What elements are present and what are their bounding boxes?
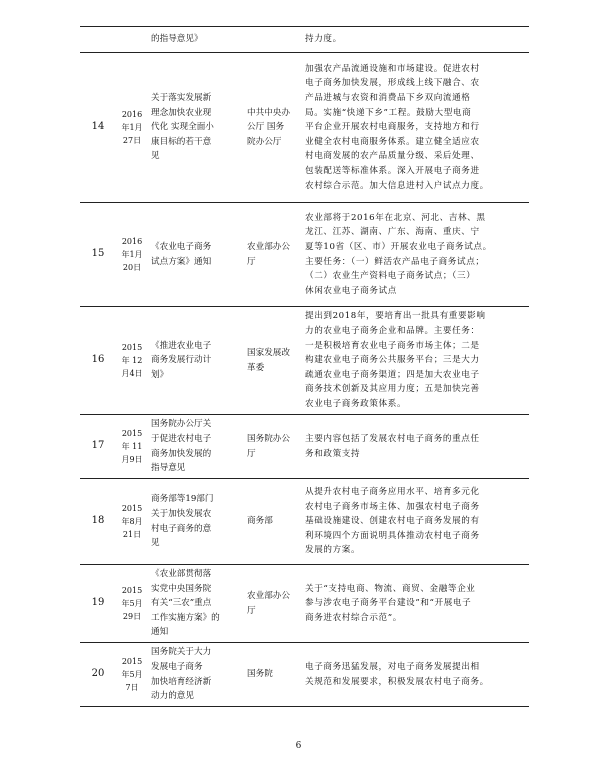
row-document-name: 《推进农业电子 商务发展行动计 划》 [151,340,212,380]
table-row [80,479,529,565]
table-row [80,53,529,203]
row-date: 2016 年1月 27日 [121,110,143,145]
row-number [80,27,116,53]
row-number: 18 [91,515,105,527]
table-row [80,203,529,307]
row-content: 加强农产品流通设施和市场建设。促进农村 电子商务加快发展，形成线上线下融合、农 产品进城与农资和消费品下乡双向流通格 局。实施“快递下乡”工程。鼓励大型电商 平台企业开展农村电商服务，支持地方和行 业健全农村电商服务体系。建立健全适应农 村电商发展的农产品质量分级、采后处理、 包装配送等标准体系。深入开展电子商务进 农村综合示范。加大信息进村入户试点力度。 [305,63,489,191]
row-number: 17 [91,440,105,452]
row-department: 国务院 [247,669,273,680]
row-date [116,27,148,53]
row-content: 主要内容包括了发展农村电子商务的重点任 务和政策支持 [305,433,480,459]
row-number: 19 [91,597,105,609]
row-document-name: 商务部等19部门 关于加快发展农 村电子商务的意 见 [151,494,214,549]
row-document-name: 《农业电子商务 试点方案》通知 [151,241,212,267]
table-row [80,27,529,53]
row-date: 2015 年5月 29日 [121,586,143,621]
row-date: 2015 年 12 月4日 [121,343,143,378]
page-number: 6 [295,741,302,751]
row-document-name: 国务院关于大力 发展电子商务 加快培育经济新 动力的意见 [151,647,212,702]
row-document-name: 的指导意见》 [151,34,203,45]
table-row [80,415,529,479]
row-date: 2015 年 11 月9日 [121,429,143,464]
row-department: 国务院办公 厅 [247,433,290,459]
row-department: 国家发展改 革委 [247,347,290,373]
row-number: 14 [91,121,105,133]
table-row [80,307,529,415]
policy-table [80,26,529,707]
row-department: 农业部办公 厅 [247,590,290,616]
table-row [80,643,529,707]
table-row [80,565,529,643]
row-content: 电子商务迅猛发展，对电子商务发展提出相 关规范和发展要求，积极发展农村电子商务。 [305,661,489,687]
row-document-name: 关于落实发展新 理念加快农业现 代化 实现全面小 康目标的若干意 见 [151,93,214,162]
row-department: 中共中央办 公厅 国务 院办公厅 [247,107,290,147]
row-content: 提出到2018年，要培育出一批具有重要影响 力的农业电子商务企业和品牌。主要任务： 一是积极培育农业电子商务市场主体；二是 构建农业电子商务公共服务平台；三是大力 疏通农业电子商务渠道；四是加大农业电子 商务技术创新及其应用力度；五是加快完善 农业电子商务政策体系。 [305,311,486,409]
row-content: 关于“支持电商、物流、商贸、金融等企业 参与涉农电子商务平台建设”和“开展电子 商务进农村综合示范”。 [305,583,476,623]
row-content: 持力度。 [305,34,342,45]
row-department [244,27,302,53]
row-content: 农业部将于2016年在北京、河北、吉林、黑 龙江、江苏、湖南、广东、海南、重庆、宁 夏等10省（区、市）开展农业电子商务试点。 主要任务：（一）鲜活农产品电子商务试点； （二）农业生产资料电子商务试点；（三） 休闲农业电子商务试点 [305,212,492,296]
row-document-name: 《农业部贯彻落 实党中央国务院 有关“三农”重点 工作实施方案》的 通知 [151,569,220,638]
row-department: 农业部办公 厅 [247,241,290,267]
row-date: 2016 年1月 20日 [121,237,143,272]
row-number: 20 [91,668,105,680]
row-content: 从提升农村电子商务应用水平、培育多元化 农村电子商务市场主体、加强农村电子商务 基础设施建设、创建农村电子商务发展的有 利环境四个方面说明具体推动农村电子商务 发展的方案。 [305,487,480,556]
row-date: 2015 年8月 21日 [121,504,143,539]
row-date: 2015 年5月 7日 [121,657,143,692]
row-number: 15 [91,248,105,260]
row-document-name: 国务院办公厅关 于促进农村电子 商务加快发展的 指导意见 [151,419,212,474]
row-number: 16 [91,354,105,366]
row-department: 商务部 [247,516,273,527]
